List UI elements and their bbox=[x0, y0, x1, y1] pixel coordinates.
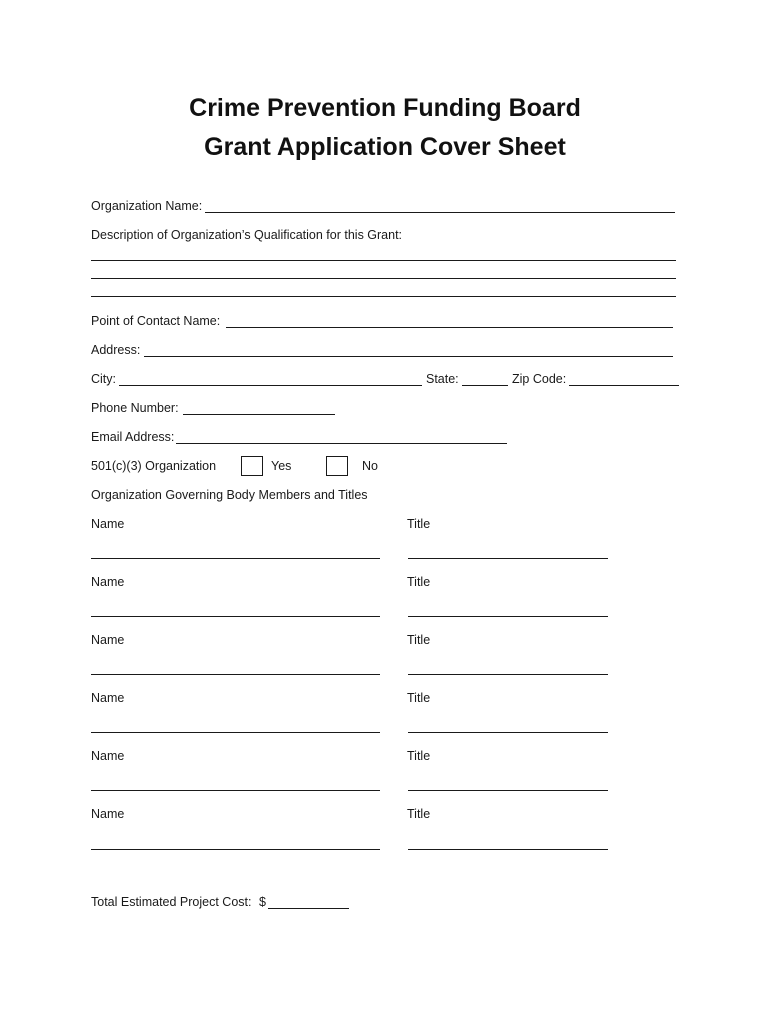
member-title-label: Title bbox=[407, 807, 431, 821]
member-name-label: Name bbox=[91, 517, 125, 531]
member-title-field[interactable] bbox=[408, 849, 608, 850]
nonprofit-status-label: 501(c)(3) Organization bbox=[91, 459, 217, 473]
member-name-label: Name bbox=[91, 807, 125, 821]
description-label: Description of Organization’s Qualification for this Grant: bbox=[91, 228, 403, 242]
member-title-label: Title bbox=[407, 575, 431, 589]
state-label: State: bbox=[426, 372, 459, 386]
description-field-line-2[interactable] bbox=[91, 278, 676, 279]
page-title-line-2: Grant Application Cover Sheet bbox=[204, 133, 566, 161]
member-title-field[interactable] bbox=[408, 790, 608, 791]
yes-label: Yes bbox=[271, 459, 292, 473]
phone-number-label: Phone Number: bbox=[91, 401, 179, 415]
email-address-field[interactable] bbox=[176, 443, 507, 444]
currency-symbol: $ bbox=[259, 895, 266, 909]
member-title-field[interactable] bbox=[408, 732, 608, 733]
member-name-field[interactable] bbox=[91, 616, 380, 617]
member-title-field[interactable] bbox=[408, 558, 608, 559]
member-title-label: Title bbox=[407, 691, 431, 705]
governing-body-heading: Organization Governing Body Members and Titles bbox=[91, 488, 368, 502]
member-name-label: Name bbox=[91, 749, 125, 763]
organization-name-field[interactable] bbox=[205, 212, 675, 213]
member-title-label: Title bbox=[407, 749, 431, 763]
city-field[interactable] bbox=[119, 385, 422, 386]
zip-code-label: Zip Code: bbox=[512, 372, 567, 386]
state-field[interactable] bbox=[462, 385, 508, 386]
member-title-label: Title bbox=[407, 517, 431, 531]
member-title-field[interactable] bbox=[408, 616, 608, 617]
description-field-line-1[interactable] bbox=[91, 260, 676, 261]
member-name-label: Name bbox=[91, 633, 125, 647]
member-name-label: Name bbox=[91, 575, 125, 589]
zip-code-field[interactable] bbox=[569, 385, 679, 386]
total-cost-label: Total Estimated Project Cost: bbox=[91, 895, 252, 909]
address-label: Address: bbox=[91, 343, 141, 357]
description-field-line-3[interactable] bbox=[91, 296, 676, 297]
point-of-contact-label: Point of Contact Name: bbox=[91, 314, 221, 328]
total-cost-field[interactable] bbox=[268, 908, 349, 909]
no-label: No bbox=[362, 459, 378, 473]
member-title-field[interactable] bbox=[408, 674, 608, 675]
member-name-field[interactable] bbox=[91, 558, 380, 559]
member-name-field[interactable] bbox=[91, 790, 380, 791]
organization-name-label: Organization Name: bbox=[91, 199, 203, 213]
phone-number-field[interactable] bbox=[183, 414, 335, 415]
point-of-contact-field[interactable] bbox=[226, 327, 673, 328]
email-address-label: Email Address: bbox=[91, 430, 175, 444]
yes-checkbox[interactable] bbox=[241, 456, 263, 476]
member-name-field[interactable] bbox=[91, 732, 380, 733]
member-name-field[interactable] bbox=[91, 849, 380, 850]
member-name-label: Name bbox=[91, 691, 125, 705]
page-title-line-1: Crime Prevention Funding Board bbox=[189, 94, 581, 122]
address-field[interactable] bbox=[144, 356, 673, 357]
no-checkbox[interactable] bbox=[326, 456, 348, 476]
city-label: City: bbox=[91, 372, 116, 386]
member-title-label: Title bbox=[407, 633, 431, 647]
member-name-field[interactable] bbox=[91, 674, 380, 675]
